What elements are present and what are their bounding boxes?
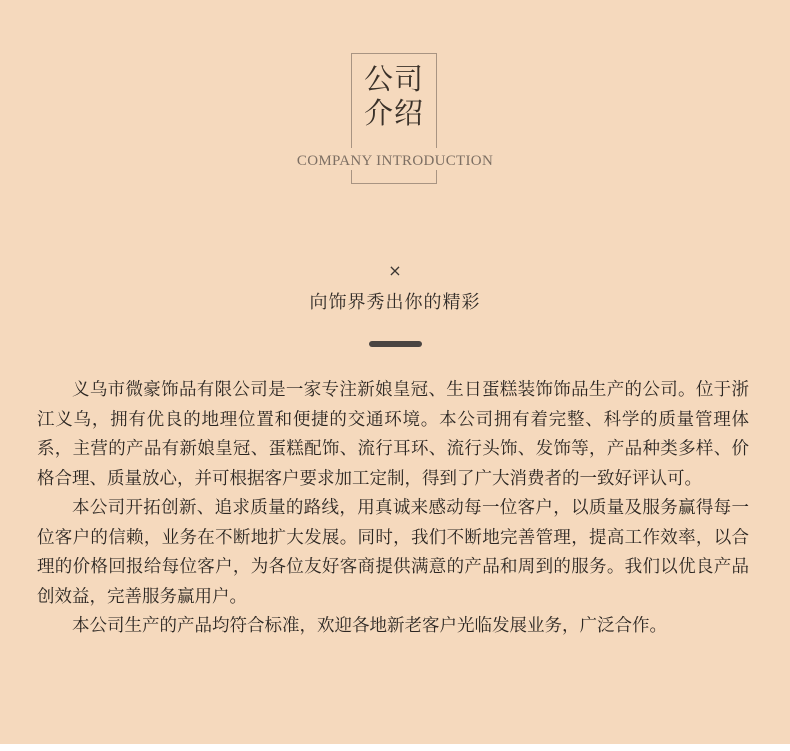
frame-bottom-line: [351, 183, 437, 184]
intro-paragraph: 本公司开拓创新、追求质量的路线，用真诚来感动每一位客户，以质量及服务赢得每一位客户的信赖，业务在不断地扩大发展。同时，我们不断地完善管理，提高工作效率，以合理的价格回报给每位客户，为各位友好客商提供满意的产品和周到的服务。我们以优良产品创效益，完善服务赢用户。: [37, 498, 749, 607]
page-title: [351, 62, 437, 130]
frame-right-lower-line: [436, 170, 437, 184]
bottom-strip: [0, 744, 790, 751]
frame-left-lower-line: [351, 170, 352, 184]
intro-paragraph: 义乌市微豪饰品有限公司是一家专注新娘皇冠、生日蛋糕装饰饰品生产的公司。位于浙江义乌，拥有优良的地理位置和便捷的交通环境。本公司拥有着完整、科学的质量管理体系，主营的产品有新娘皇冠、蛋糕配饰、流行耳环、流行头饰、发饰等，产品种类多样、价格合理、质量放心，并可根据客户要求加工定制，得到了广大消费者的一致好评认可。: [37, 380, 749, 489]
page-title-line1: 公司: [363, 62, 424, 96]
divider-bar: [369, 341, 422, 347]
intro-paragraph: 本公司生产的产品均符合标准，欢迎各地新老客户光临发展业务，广泛合作。: [72, 616, 667, 636]
frame-top-line: [351, 53, 437, 54]
intro-body: [37, 376, 749, 642]
page-title-line2: 介绍: [363, 96, 424, 130]
cross-icon: ×: [388, 261, 402, 280]
slogan: 向饰界秀出你的精彩: [309, 292, 481, 313]
page-subtitle-en: COMPANY INTRODUCTION: [296, 153, 494, 169]
